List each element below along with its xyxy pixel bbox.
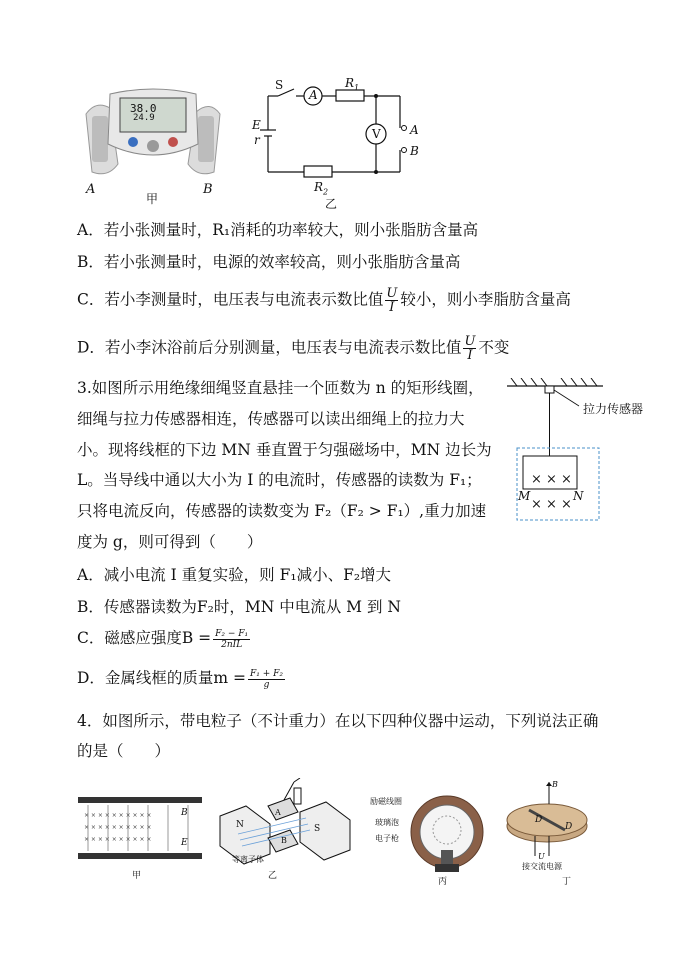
q3-line-6: 度为 g，则可得到（ ） [77,533,263,551]
circuit-switch-label: S [275,78,284,92]
device-caption: 甲 [146,192,159,206]
circuit-diagram [250,76,430,186]
corner-m-label: M [518,489,531,503]
q3-option-b: B．传感器读数为F₂时，MN 中电流从 M 到 N [77,598,401,616]
q2-option-d: D．若小李沐浴前后分别测量，电压表与电流表示数比值 $\frac{U}{I}$ 不变 [77,334,510,363]
fig2-plasma-label: 等离子体 [232,855,264,864]
fig2-s-label: S [314,824,321,834]
q3-line-4: L。当导线中通以大小为 I 的电流时，传感器的读数为 F₁； [77,471,482,489]
circuit-caption: 乙 [325,197,338,211]
q3-option-c: C．磁感应强度B = $\frac{\text{F₂ − F₁}}{\text{2nIL}}$ [77,628,249,650]
fig4-d-label: D [535,815,543,825]
fig4-u-label: U [538,852,545,861]
ratio-fraction: $\frac{U}{I}$ [464,334,476,363]
internal-r-label: r [254,133,260,147]
q3-option-d: D．金属线框的质量m = $\frac{\text{F₁ + F₂}}{g}$ [77,668,284,690]
q3-option-a: A．减小电流 I 重复实验，则 F₁减小、F₂增大 [77,566,392,584]
fig2-b-label: B [281,836,287,845]
fig1-caption: 甲 [132,871,142,881]
svg-text:× × × × × × × × × ×: × × × × × × × × × × [84,836,152,843]
fig2-a-label: A [275,808,281,817]
device-label-b: B [203,182,213,197]
q3-line-1: 3.如图所示用绝缘细绳竖直悬挂一个匝数为 n 的矩形线圈， [77,379,484,397]
device-display-2: 24.9 [133,113,155,123]
r1-label: $R_1$ [345,76,360,93]
q3-line-2: 细绳与拉力传感器相连，传感器可以读出细绳上的拉力大 [77,410,465,428]
cyclotron-figure [505,782,591,862]
terminal-a-label: A [410,123,419,137]
fig3-coil-label: 励磁线圈 [370,797,402,806]
fig2-caption: 乙 [268,871,278,881]
voltmeter-label: V [372,127,381,141]
ratio-fraction: $\frac{U}{I}$ [386,286,398,315]
electron-tube-figure [405,794,489,876]
fig4-d2-label: D [565,822,573,832]
fig3-bulb-label: 玻璃泡 [375,818,399,827]
fig1-b-label: B [181,808,188,818]
terminal-b-label: B [410,144,419,158]
r2-label: $R_2$ [314,180,329,197]
device-display-1: 38.0 [130,102,157,115]
fig3-caption: 丙 [438,877,448,887]
q2-option-a: A．若小张测量时，R₁消耗的功率较大，则小张脂肪含量高 [77,221,479,239]
corner-n-label: N [573,489,584,503]
q3-line-5: 只将电流反向，传感器的读数变为 F₂（F₂ > F₁）,重力加速 [77,502,487,520]
q2-option-c: C．若小李测量时，电压表与电流表示数比值 $\frac{U}{I}$ 较小，则小李脂肪含量高 [77,286,571,315]
fig4-caption: 丁 [562,877,572,887]
field-cross-row-1: × × × [531,472,572,487]
fig4-b-label: B [552,780,558,789]
q4-line-2: 的是（ ） [77,742,171,760]
q4-line-1: 4．如图所示，带电粒子（不计重力）在以下四种仪器中运动，下列说法正确 [77,712,599,730]
q2-option-b: B．若小张测量时，电源的效率较高，则小张脂肪含量高 [77,253,461,271]
device-label-a: A [86,182,96,197]
fig2-n-label: N [236,820,244,830]
fig3-gun-label: 电子枪 [375,834,399,843]
field-cross-row-2: × × × [531,497,572,512]
tension-sensor-label: 拉力传感器 [583,402,644,416]
svg-text:× × × × × × × × × ×: × × × × × × × × × × [84,824,152,831]
ammeter-label: A [309,88,318,102]
velocity-selector-figure [78,795,204,865]
svg-text:× × × × × × × × × ×: × × × × × × × × × × [84,812,152,819]
q3-line-3: 小。现将线框的下边 MN 垂直置于匀强磁场中，MN 边长为 [77,441,492,459]
emf-label: E [252,118,261,132]
fig4-source-label: 接交流电源 [522,862,562,871]
fig1-e-label: E [181,838,188,848]
